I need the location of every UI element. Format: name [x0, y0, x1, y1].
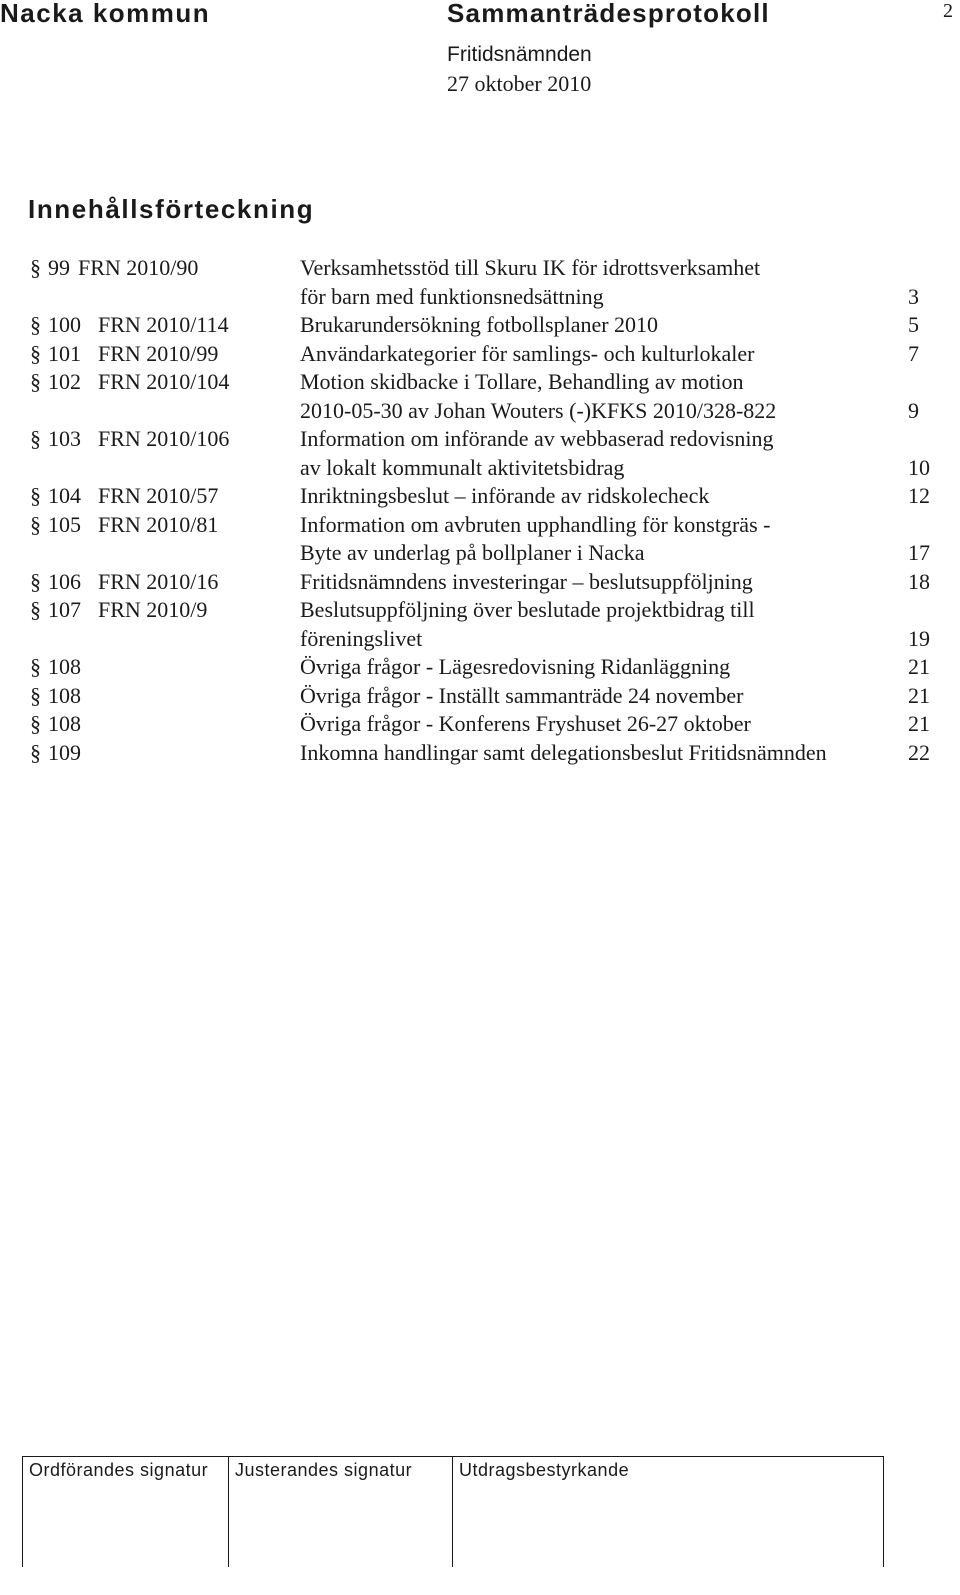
- toc-row: [30, 340, 950, 369]
- item-page-number: [908, 682, 950, 711]
- section-symbol: §: [30, 682, 41, 708]
- item-page-number: [908, 254, 950, 311]
- item-page-number-text: 22: [908, 739, 930, 765]
- chair-signature-field: [23, 1457, 229, 1567]
- committee-name: Fritidsnämnden: [447, 43, 592, 66]
- case-number: FRN 2010/9: [98, 597, 208, 622]
- section-symbol: §: [30, 312, 41, 337]
- toc-row: [30, 482, 950, 511]
- item-title-line: Användarkategorier för samlings- och kulturlokaler: [300, 340, 755, 366]
- item-title: [300, 682, 908, 711]
- toc-row: [30, 425, 950, 482]
- toc-heading: Innehållsförteckning: [28, 194, 315, 224]
- section-symbol: §: [30, 739, 41, 765]
- item-title: [300, 340, 908, 369]
- case-number: FRN 2010/114: [98, 312, 229, 337]
- item-title: [300, 425, 908, 482]
- toc-row: [30, 739, 950, 768]
- case-number: FRN 2010/99: [98, 340, 219, 366]
- table-of-contents: [30, 254, 950, 767]
- item-page-number-text: 21: [908, 682, 930, 708]
- item-title-line: Inriktningsbeslut – införande av ridskolecheck: [300, 483, 710, 508]
- case-number: FRN 2010/106: [98, 426, 230, 451]
- case-number: FRN 2010/81: [98, 511, 219, 537]
- paragraph-number: 109: [48, 739, 81, 765]
- certification-field: [453, 1457, 883, 1567]
- item-page-number: [908, 739, 950, 768]
- item-page-number-text: 10: [908, 454, 930, 480]
- meeting-date: 27 oktober 2010: [447, 71, 592, 96]
- item-page-number-text: 21: [908, 711, 930, 736]
- paragraph-number: 100: [48, 312, 81, 337]
- section-symbol: §: [30, 511, 41, 537]
- toc-row: [30, 710, 950, 739]
- item-title-line: Övriga frågor - Konferens Fryshuset 26-27 oktober: [300, 711, 751, 736]
- item-page-number-text: 19: [908, 625, 930, 651]
- paragraph-number: 102: [48, 369, 81, 394]
- toc-row: [30, 368, 950, 425]
- toc-row: [30, 682, 950, 711]
- item-page-number: [908, 340, 950, 369]
- item-title-line: 2010-05-30 av Johan Wouters (-)KFKS 2010/328-822: [300, 397, 777, 423]
- adjuster-signature-field: [229, 1457, 453, 1567]
- organization-name: Nacka kommun: [0, 0, 211, 28]
- adjuster-signature-label: Justerandes signatur: [235, 1460, 413, 1480]
- certification-label: Utdragsbestyrkande: [459, 1460, 630, 1480]
- item-page-number: [908, 368, 950, 425]
- section-symbol: §: [30, 255, 41, 280]
- item-title: [300, 368, 908, 425]
- section-symbol: §: [30, 426, 41, 451]
- paragraph-number: 104: [48, 483, 81, 508]
- item-title: [300, 653, 908, 682]
- item-title-line: föreningslivet: [300, 625, 423, 651]
- chair-signature-label: Ordförandes signatur: [29, 1460, 209, 1480]
- toc-row: [30, 311, 950, 340]
- section-symbol: §: [30, 483, 41, 508]
- item-page-number-text: 12: [908, 483, 930, 508]
- item-page-number-text: 3: [908, 283, 919, 309]
- item-title: [300, 568, 908, 597]
- item-page-number-text: 7: [908, 340, 919, 366]
- paragraph-number: 103: [48, 426, 81, 451]
- section-symbol: §: [30, 654, 41, 679]
- paragraph-number: 108: [48, 711, 81, 736]
- case-number: FRN 2010/104: [98, 369, 230, 394]
- section-symbol: §: [30, 568, 41, 594]
- item-title: [300, 596, 908, 653]
- item-page-number: [908, 482, 950, 511]
- paragraph-number: 101: [48, 340, 81, 366]
- section-symbol: §: [30, 340, 41, 366]
- document-type: Sammanträdesprotokoll: [447, 0, 770, 28]
- item-page-number-text: 9: [908, 397, 919, 423]
- case-number: FRN 2010/57: [98, 483, 219, 508]
- item-page-number: [908, 653, 950, 682]
- signature-box: [22, 1456, 884, 1567]
- page-number: 2: [943, 0, 953, 22]
- item-page-number-text: 21: [908, 654, 930, 679]
- item-title-line: Information om avbruten upphandling för konstgräs -: [300, 511, 771, 537]
- item-title-line: Inkomna handlingar samt delegationsbeslut Fritidsnämnden: [300, 739, 827, 765]
- item-title-line: Övriga frågor - Lägesredovisning Ridanläggning: [300, 654, 731, 679]
- item-title: [300, 511, 908, 568]
- section-symbol: §: [30, 597, 41, 622]
- item-page-number-text: 5: [908, 312, 919, 337]
- paragraph-number: 105: [48, 511, 81, 537]
- paragraph-number: 106: [48, 568, 81, 594]
- item-page-number: [908, 596, 950, 653]
- item-title: [300, 254, 908, 311]
- item-page-number-text: 17: [908, 540, 930, 565]
- paragraph-number: 108: [48, 682, 81, 708]
- item-title: [300, 311, 908, 340]
- toc-row: [30, 596, 950, 653]
- section-symbol: §: [30, 711, 41, 736]
- case-number: FRN 2010/16: [98, 568, 219, 594]
- item-page-number: [908, 311, 950, 340]
- toc-row: [30, 254, 950, 311]
- item-title: [300, 739, 908, 768]
- item-title-line: Byte av underlag på bollplaner i Nacka: [300, 540, 645, 565]
- paragraph-number: 107: [48, 597, 81, 622]
- item-title: [300, 710, 908, 739]
- item-title-line: för barn med funktionsnedsättning: [300, 283, 604, 309]
- item-title-line: av lokalt kommunalt aktivitetsbidrag: [300, 454, 625, 480]
- section-symbol: §: [30, 369, 41, 394]
- item-page-number: [908, 511, 950, 568]
- item-page-number: [908, 425, 950, 482]
- paragraph-number: 99: [48, 255, 70, 280]
- item-page-number: [908, 568, 950, 597]
- item-title: [300, 482, 908, 511]
- item-title-line: Verksamhetsstöd till Skuru IK för idrottsverksamhet: [300, 255, 761, 280]
- item-page-number-text: 18: [908, 568, 930, 594]
- toc-row: [30, 568, 950, 597]
- item-title-line: Motion skidbacke i Tollare, Behandling av motion: [300, 369, 744, 394]
- paragraph-number: 108: [48, 654, 81, 679]
- item-title-line: Beslutsuppföljning över beslutade projektbidrag till: [300, 597, 755, 622]
- item-title-line: Information om införande av webbaserad redovisning: [300, 426, 774, 451]
- item-title-line: Brukarundersökning fotbollsplaner 2010: [300, 312, 659, 337]
- item-title-line: Övriga frågor - Inställt sammanträde 24 november: [300, 682, 744, 708]
- toc-row: [30, 653, 950, 682]
- toc-row: [30, 511, 950, 568]
- case-number: FRN 2010/90: [78, 255, 199, 280]
- item-page-number: [908, 710, 950, 739]
- item-title-line: Fritidsnämndens investeringar – beslutsuppföljning: [300, 568, 753, 594]
